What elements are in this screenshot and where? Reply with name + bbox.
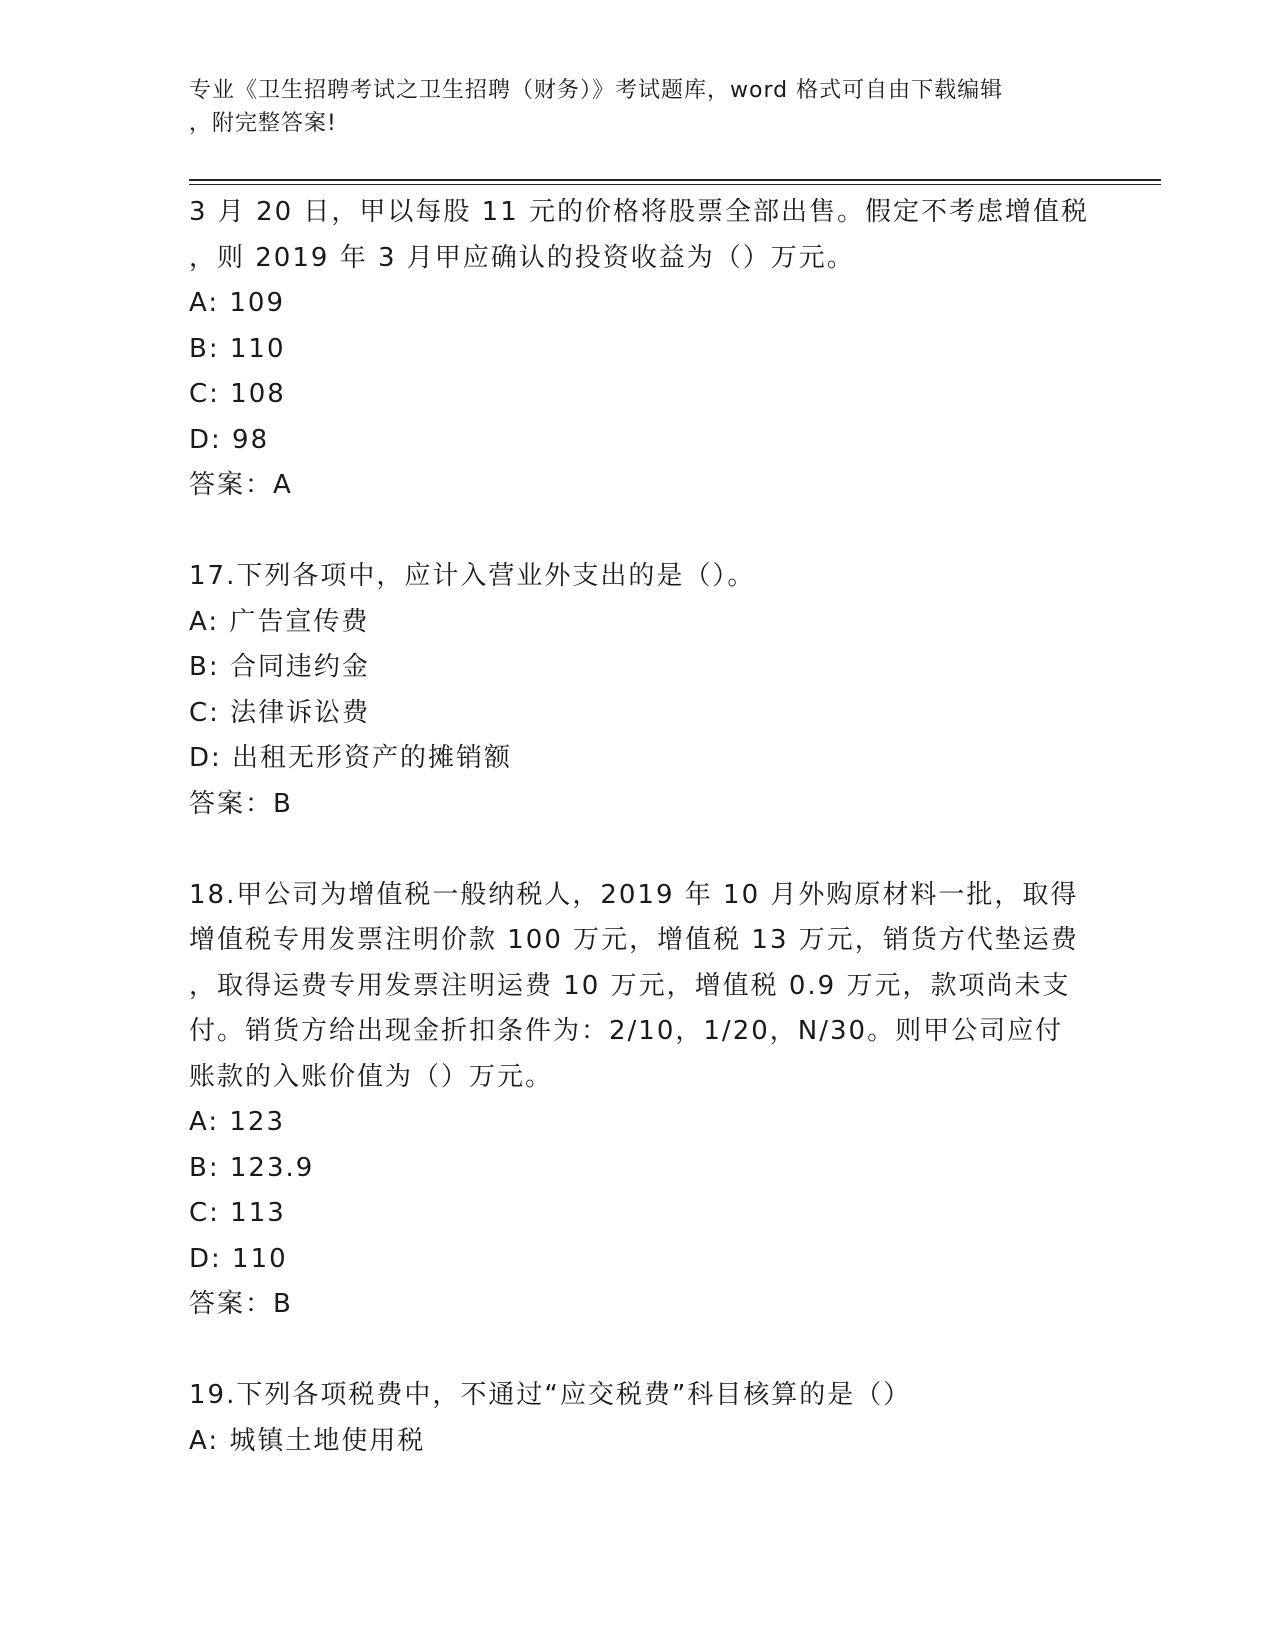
question-16: [189, 190, 1089, 509]
spacer: [189, 1328, 1089, 1374]
question-stem-line: 17.下列各项中，应计入营业外支出的是（）。: [189, 561, 756, 591]
header-line-2: ，附完整答案!: [189, 111, 337, 136]
spacer: [189, 827, 1089, 873]
question-list: [189, 190, 1089, 1464]
question-17: [189, 554, 1089, 827]
question-stem-line: 18.甲公司为增值税一般纳税人，2019 年 10 月外购原材料一批，取得: [189, 879, 1079, 910]
option-c: C: 113: [189, 1198, 286, 1228]
header-rule-thick: [189, 179, 1161, 181]
option-a: A: 城镇土地使用税: [189, 1425, 426, 1456]
spacer: [189, 509, 1089, 555]
option-c: C: 108: [189, 379, 286, 409]
option-d: D: 98: [189, 424, 270, 455]
option-b: B: 合同违约金: [189, 652, 370, 682]
option-d: D: 出租无形资产的摊销额: [189, 743, 513, 773]
answer-line: 答案：A: [189, 470, 293, 500]
question-stem-line: 3 月 20 日，甲以每股 11 元的价格将股票全部出售。假定不考虑增值税: [189, 197, 1090, 227]
option-a: A: 广告宣传费: [189, 606, 370, 637]
question-stem-line: ，取得运费专用发票注明运费 10 万元，增值税 0.9 万元，款项尚未支: [189, 970, 1071, 1001]
question-stem-line: 付。销货方给出现金折扣条件为：2/10，1/20，N/30。则甲公司应付: [189, 1016, 1064, 1046]
document-header: [189, 74, 1089, 140]
question-18: [189, 873, 1089, 1328]
question-stem-line: 增值税专用发票注明价款 100 万元，增值税 13 万元，销货方代垫运费: [189, 925, 1079, 955]
option-c: C: 法律诉讼费: [189, 697, 371, 728]
question-stem-line: 账款的入账价值为（）万元。: [189, 1061, 554, 1092]
question-stem-line: ，则 2019 年 3 月甲应确认的投资收益为（）万元。: [189, 242, 855, 273]
answer-line: 答案：B: [189, 1289, 293, 1319]
option-b: B: 123.9: [189, 1152, 315, 1183]
question-19: [189, 1373, 1089, 1464]
answer-line: 答案：B: [189, 788, 293, 819]
header-rule-thin: [189, 184, 1161, 185]
header-line-1: 专业《卫生招聘考试之卫生招聘（财务）》考试题库，word 格式可自由下载编辑: [189, 78, 1004, 103]
option-a: A: 123: [189, 1107, 285, 1137]
option-b: B: 110: [189, 333, 286, 364]
question-stem-line: 19.下列各项税费中，不通过“应交税费”科目核算的是（）: [189, 1380, 912, 1410]
option-a: A: 109: [189, 288, 285, 318]
option-d: D: 110: [189, 1243, 288, 1274]
